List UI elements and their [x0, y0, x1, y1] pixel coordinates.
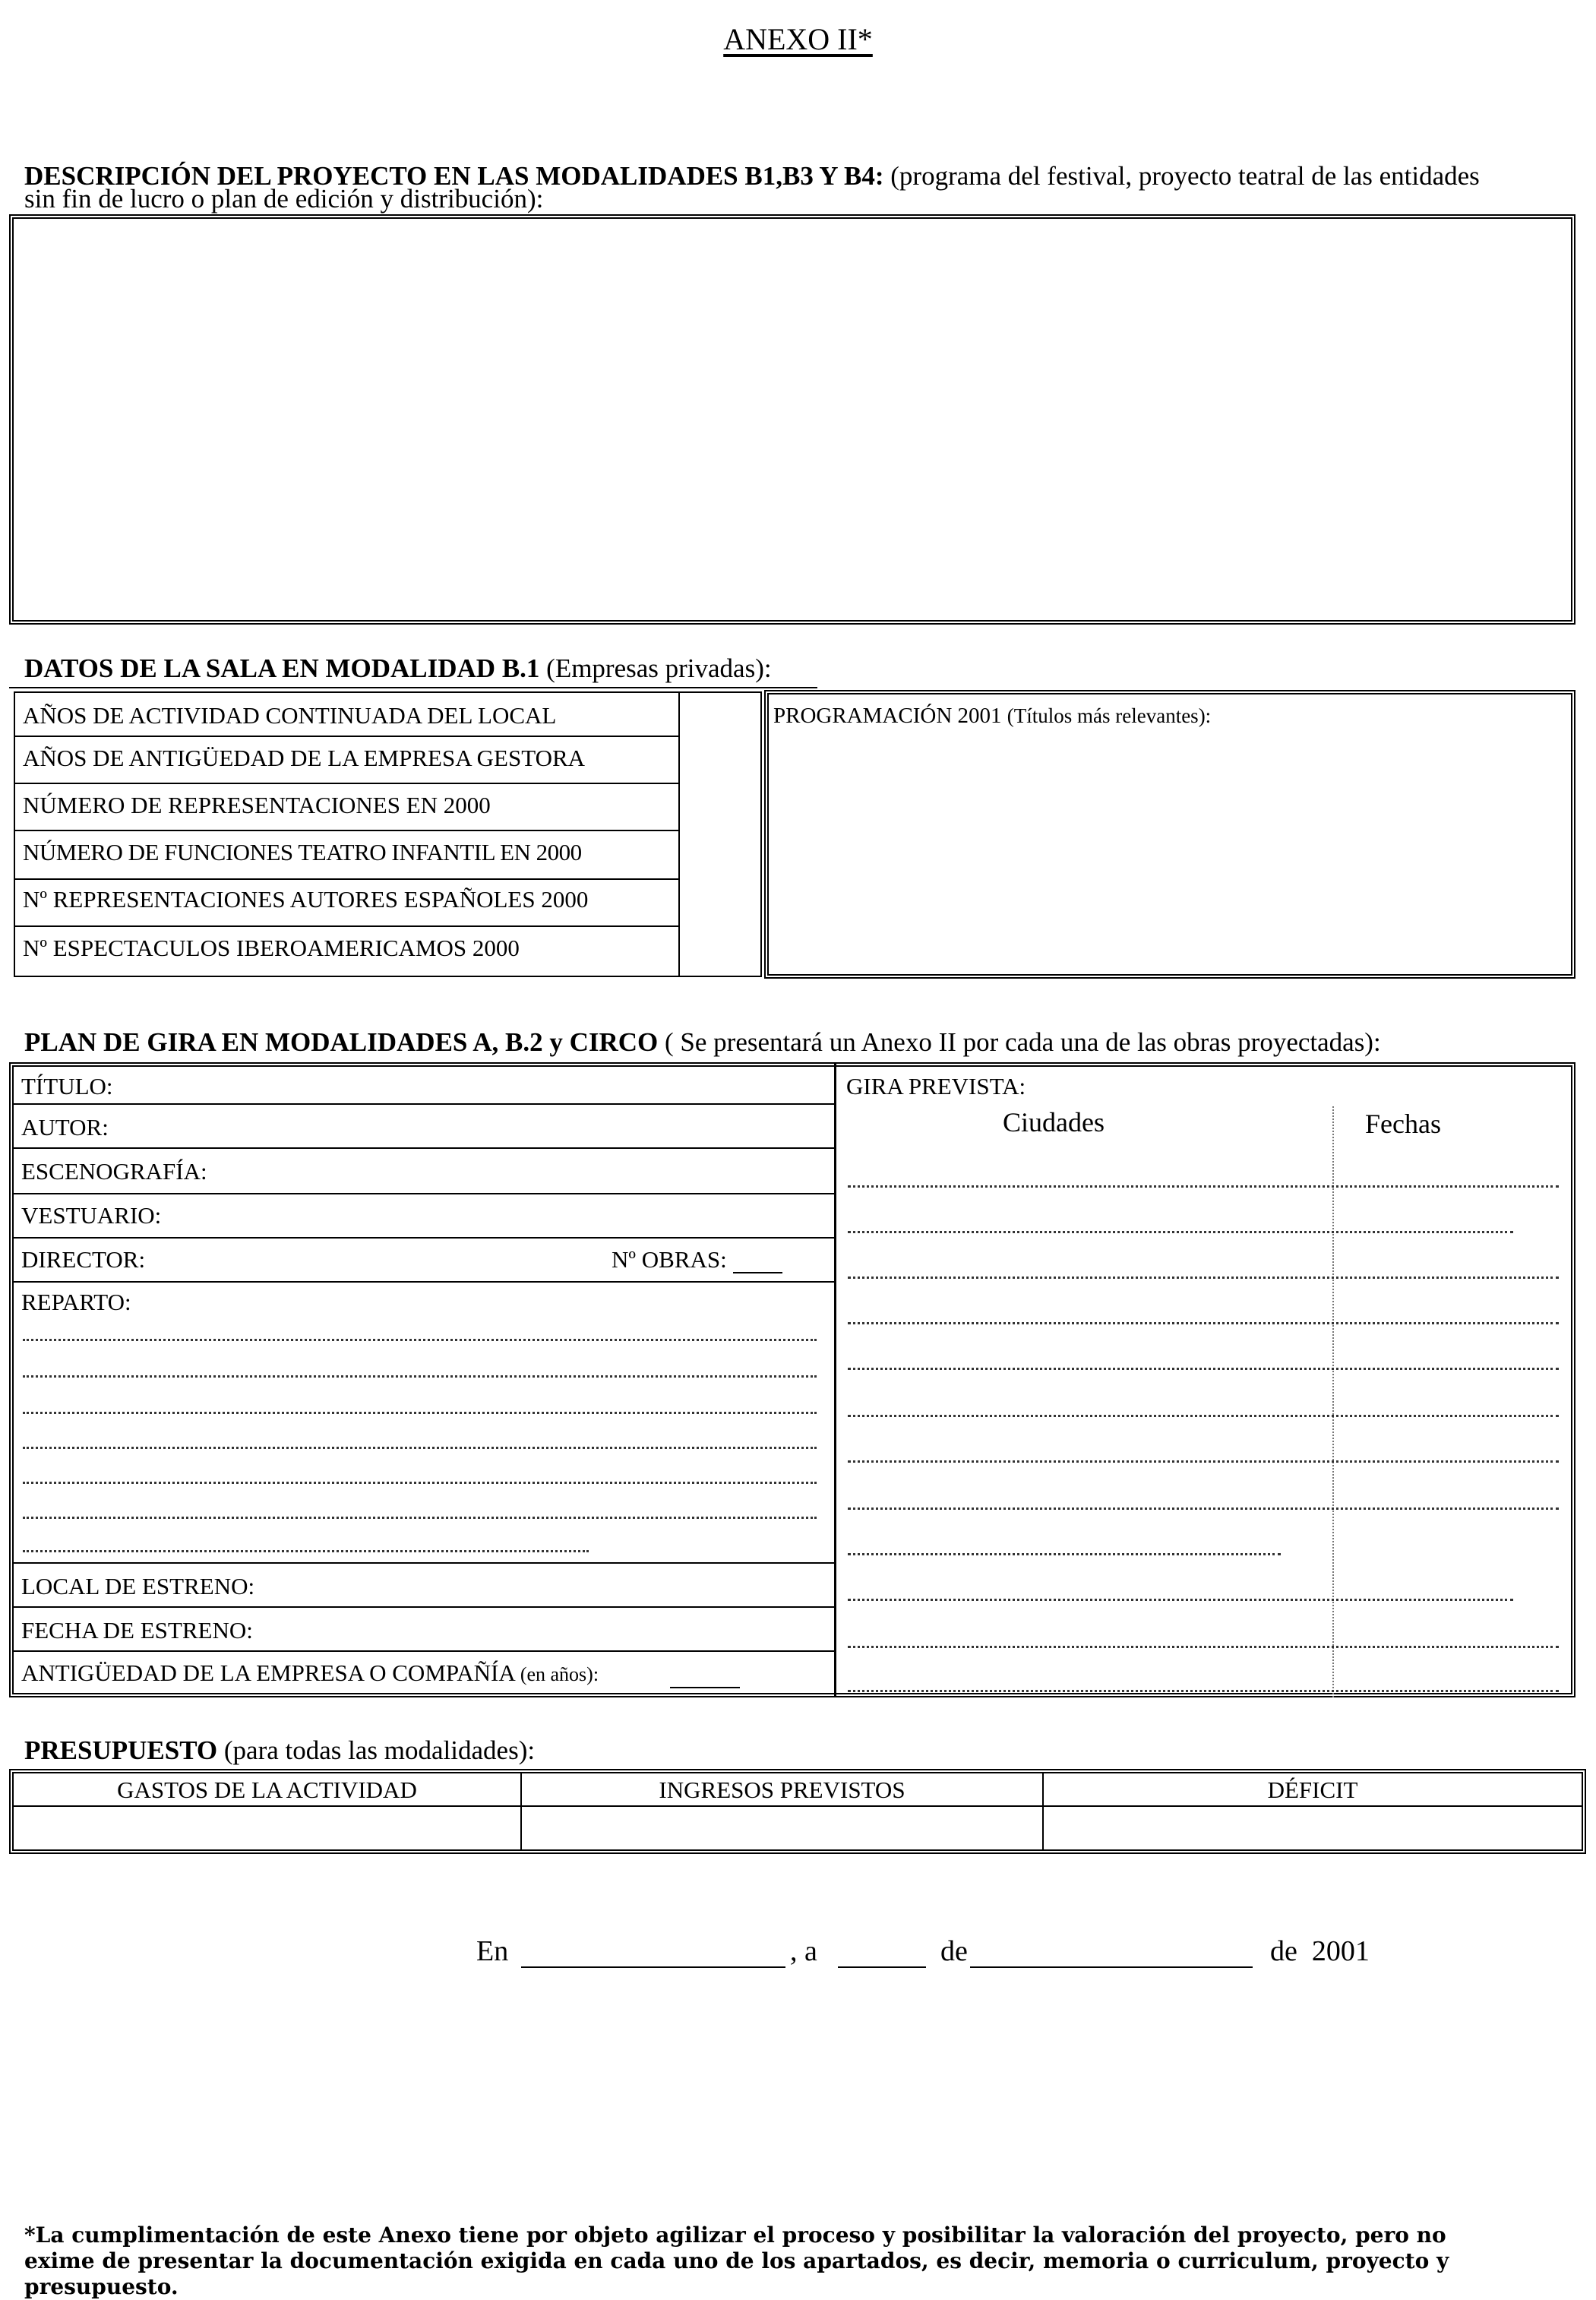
antiguedad-note: (en años): — [520, 1663, 599, 1685]
gira-column-divider — [834, 1062, 836, 1697]
num-obras-input[interactable] — [733, 1272, 782, 1273]
gira-row-divider — [14, 1147, 834, 1149]
reparto-line[interactable] — [23, 1482, 817, 1484]
sala-table-divider — [678, 691, 680, 977]
sala-heading-rule — [9, 687, 817, 688]
programacion-note: (Títulos más relevantes): — [1007, 704, 1212, 727]
sala-subtext: (Empresas privadas): — [546, 653, 772, 683]
gastos-header: GASTOS DE LA ACTIVIDAD — [117, 1776, 417, 1803]
programacion-label-line — [773, 704, 1211, 729]
year-label: de 2001 — [1270, 1935, 1370, 1967]
sala-row-divider — [14, 878, 678, 880]
antiguedad-label-line — [21, 1659, 599, 1687]
sala-value-input[interactable] — [681, 880, 760, 925]
gira-row-divider — [14, 1606, 834, 1608]
reparto-line[interactable] — [23, 1375, 817, 1378]
sala-value-input[interactable] — [681, 927, 760, 976]
gira-row-line[interactable] — [848, 1599, 1513, 1601]
presupuesto-heading: PRESUPUESTO — [24, 1735, 218, 1765]
gira-row-line[interactable] — [848, 1553, 1281, 1555]
ingresos-header: INGRESOS PREVISTOS — [659, 1776, 905, 1803]
sala-row-divider — [14, 925, 678, 927]
escenografia-label: ESCENOGRAFÍA: — [21, 1158, 207, 1185]
sala-row-label: NÚMERO DE FUNCIONES TEATRO INFANTIL EN 2000 — [23, 839, 582, 865]
gira-row-divider — [14, 1193, 834, 1194]
programacion-label: PROGRAMACIÓN 2001 — [773, 704, 1002, 728]
antiguedad-input[interactable] — [670, 1687, 740, 1688]
titulo-label: TÍTULO: — [21, 1073, 113, 1099]
footnote: *La cumplimentación de este Anexo tiene por objeto agilizar el proceso y posibilitar la valoración del proyecto, pero no exime de presentar la documentación exigida en cada uno de los apartados, es decir, memoria o curriculum, proyecto y presupuesto. — [24, 2222, 1449, 2299]
sala-row-label: NÚMERO DE REPRESENTACIONES EN 2000 — [23, 792, 491, 818]
dia-input[interactable] — [838, 1966, 926, 1968]
gira-row-line[interactable] — [848, 1646, 1559, 1648]
sala-row-label: AÑOS DE ACTIVIDAD CONTINUADA DEL LOCAL — [23, 702, 557, 729]
reparto-line[interactable] — [23, 1412, 817, 1414]
vestuario-label: VESTUARIO: — [21, 1202, 162, 1229]
page-title: ANEXO II* — [723, 22, 873, 56]
fechas-header: Fechas — [1365, 1109, 1441, 1139]
descripcion-heading: DESCRIPCIÓN DEL PROYECTO EN LAS MODALIDADES B1,B3 Y B4: — [24, 161, 884, 191]
gira-row-divider — [14, 1562, 834, 1564]
gira-row-divider — [14, 1237, 834, 1239]
lugar-input[interactable] — [521, 1966, 785, 1968]
gira-row-line[interactable] — [848, 1231, 1513, 1233]
num-obras-label: Nº OBRAS: — [612, 1246, 727, 1273]
sala-heading-line — [24, 653, 772, 684]
antiguedad-label: ANTIGÜEDAD DE LA EMPRESA O COMPAÑÍA — [21, 1659, 515, 1686]
presupuesto-header-divider — [14, 1805, 1582, 1807]
sala-row-label: Nº ESPECTACULOS IBEROAMERICAMOS 2000 — [23, 935, 520, 961]
ciudades-fechas-divider — [1332, 1106, 1334, 1697]
sala-heading: DATOS DE LA SALA EN MODALIDAD B.1 — [24, 653, 540, 683]
director-label: DIRECTOR: — [21, 1246, 146, 1273]
local-estreno-label: LOCAL DE ESTRENO: — [21, 1573, 255, 1599]
sala-value-input[interactable] — [681, 737, 760, 783]
sala-row-divider — [14, 736, 678, 737]
sala-value-input[interactable] — [681, 831, 760, 878]
sala-row-label: Nº REPRESENTACIONES AUTORES ESPAÑOLES 2000 — [23, 886, 589, 913]
gastos-input[interactable] — [15, 1808, 519, 1849]
reparto-line[interactable] — [23, 1517, 817, 1519]
sala-row-divider — [14, 830, 678, 831]
ingresos-input[interactable] — [523, 1808, 1041, 1849]
en-label: En — [476, 1935, 509, 1967]
gira-row-divider — [14, 1103, 834, 1105]
gira-row-divider — [14, 1650, 834, 1652]
gira-row-line[interactable] — [848, 1368, 1559, 1370]
sala-value-input[interactable] — [681, 784, 760, 830]
descripcion-textarea[interactable] — [9, 214, 1575, 625]
gira-row-line[interactable] — [848, 1322, 1559, 1324]
reparto-line[interactable] — [23, 1339, 817, 1341]
gira-table — [9, 1062, 1575, 1697]
gira-row-line[interactable] — [848, 1690, 1559, 1692]
gira-row-line[interactable] — [848, 1507, 1559, 1510]
autor-label: AUTOR: — [21, 1114, 109, 1141]
descripcion-subtext-2: sin fin de lucro o plan de edición y distribución): — [24, 184, 544, 214]
fecha-estreno-label: FECHA DE ESTRENO: — [21, 1617, 253, 1644]
sala-value-input[interactable] — [681, 693, 760, 736]
sala-row-label: AÑOS DE ANTIGÜEDAD DE LA EMPRESA GESTORA — [23, 745, 586, 771]
gira-prevista-label: GIRA PREVISTA: — [846, 1073, 1026, 1099]
gira-row-line[interactable] — [848, 1460, 1559, 1463]
presupuesto-heading-line — [24, 1735, 535, 1766]
sala-row-divider — [14, 783, 678, 784]
mes-input[interactable] — [970, 1966, 1253, 1968]
a-label: , a — [790, 1935, 817, 1967]
reparto-line[interactable] — [23, 1550, 589, 1552]
gira-subtext: ( Se presentará un Anexo II por cada una de las obras proyectadas): — [665, 1027, 1381, 1057]
gira-row-divider — [14, 1281, 834, 1283]
reparto-label: REPARTO: — [21, 1289, 131, 1315]
gira-row-line[interactable] — [848, 1277, 1559, 1279]
ciudades-header: Ciudades — [1003, 1107, 1105, 1137]
deficit-input[interactable] — [1045, 1808, 1580, 1849]
descripcion-subtext-1: (programa del festival, proyecto teatral de las entidades — [890, 161, 1480, 191]
presupuesto-subtext: (para todas las modalidades): — [223, 1735, 536, 1765]
programacion-box[interactable] — [764, 690, 1575, 979]
deficit-header: DÉFICIT — [1267, 1776, 1358, 1803]
de-label: de — [940, 1935, 968, 1967]
reparto-line[interactable] — [23, 1447, 817, 1449]
gira-row-line[interactable] — [848, 1415, 1559, 1417]
gira-heading-line — [24, 1027, 1381, 1058]
gira-row-line[interactable] — [848, 1185, 1559, 1188]
gira-heading: PLAN DE GIRA EN MODALIDADES A, B.2 y CIRCO — [24, 1027, 659, 1057]
